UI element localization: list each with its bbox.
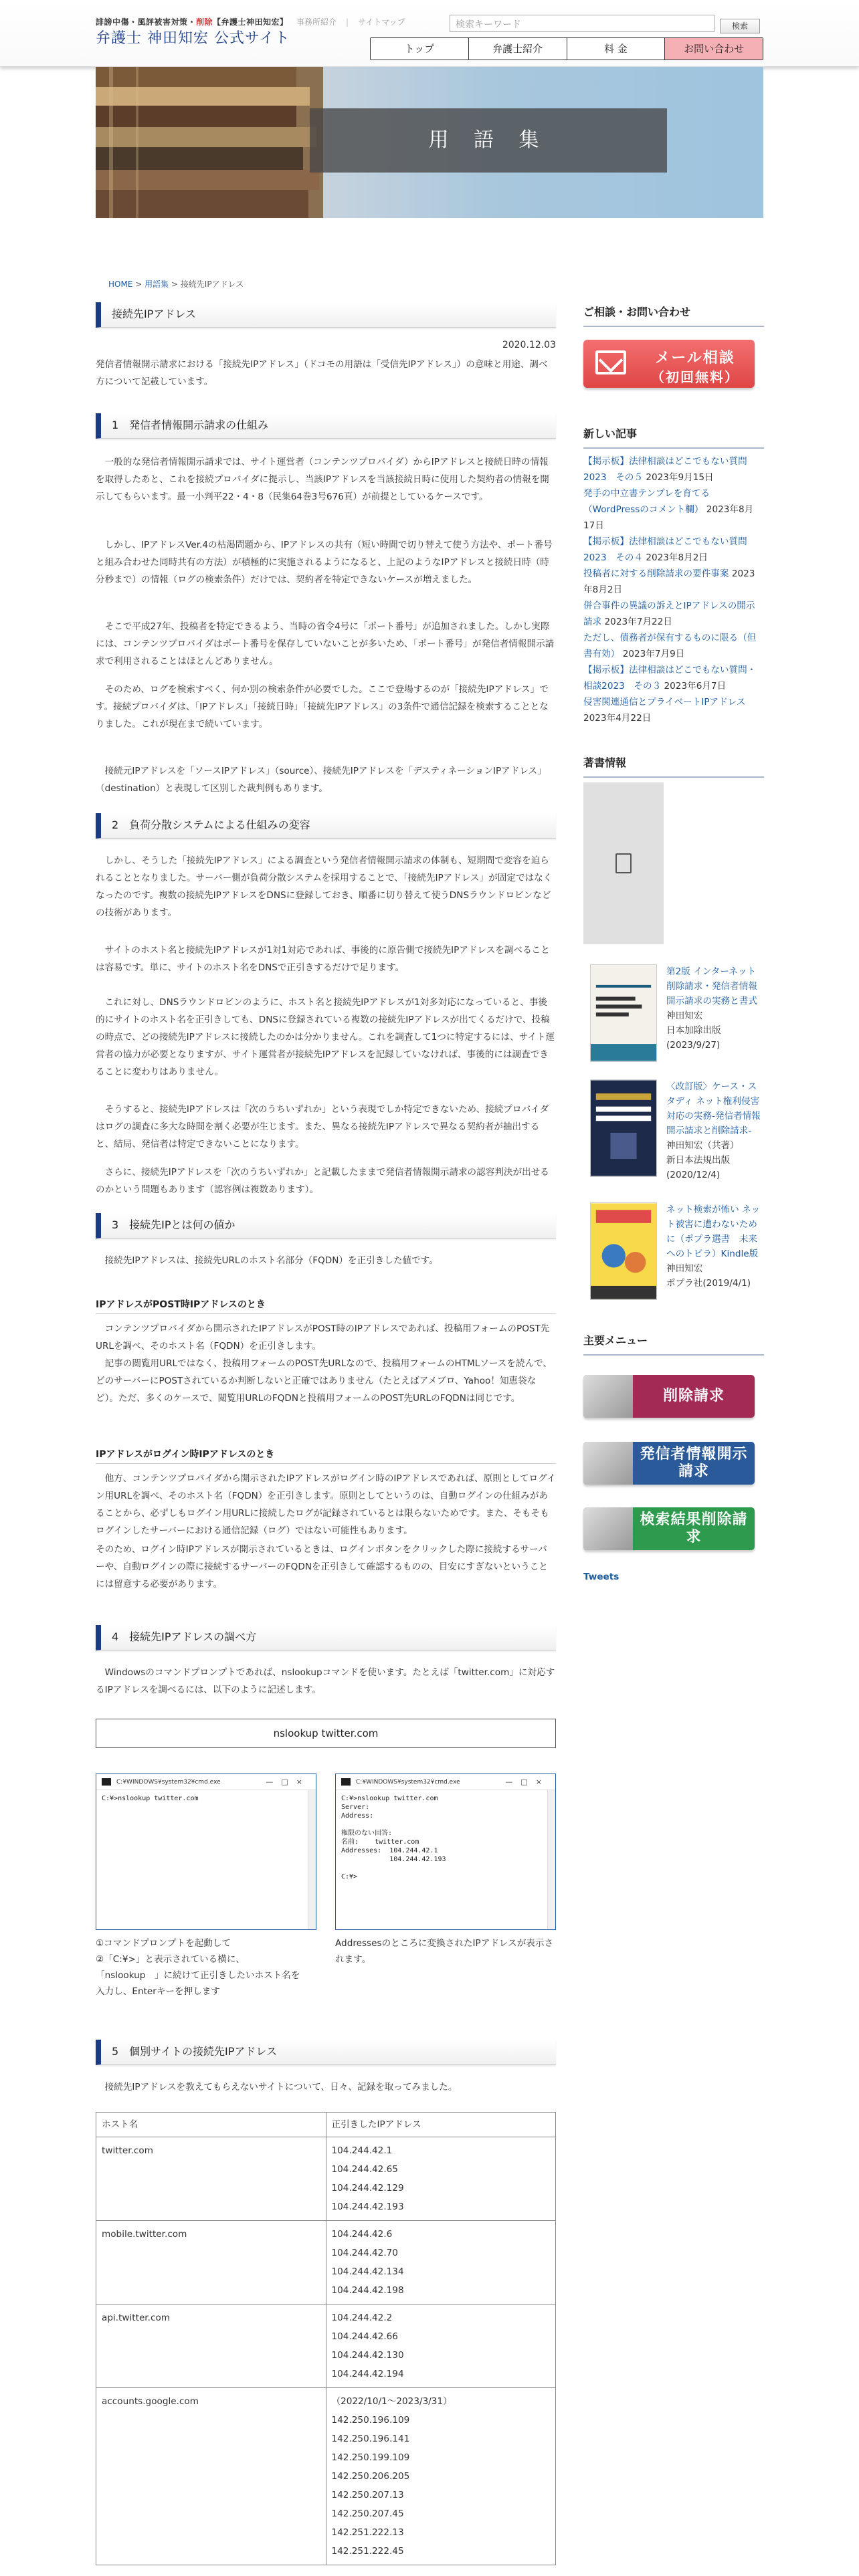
search-input[interactable]: 検索キーワード <box>450 15 714 32</box>
books-photo <box>96 67 323 218</box>
table-header-row <box>96 2113 556 2137</box>
book-cover-3[interactable] <box>590 1202 657 1300</box>
post-date: 2020.12.03 <box>502 340 556 350</box>
section-1-p1: 一般的な発信者情報開示請求では、サイト運営者（コンテンツプロバイダ）からIPアドレスと接続日時の情報を取得したあと、これを接続プロバイダに提示し、当該IPアドレスを当該接続日時に使用した契約者の情報を開示してもらいます。最一小判平22・4・8（民集64巻3号676頁）が前提としているケースです。 <box>96 457 549 502</box>
table-row <box>96 2388 556 2565</box>
section-4-p1: Windowsのコマンドプロンプトであれば、nslookupコマンドを使います。たとえば「twitter.com」に対応するIPアドレスを調べるには、以下のように記述します。 <box>96 1667 555 1695</box>
ip-table <box>96 2112 556 2565</box>
ip-cell: 104.244.42.2 104.244.42.66 104.244.42.130 104.244.42.194 <box>326 2304 556 2388</box>
menu-search-deletion-button[interactable]: 検索結果削除請求 <box>583 1507 755 1550</box>
section-2-p5: さらに、接続先IPアドレスを「次のうちいずれか」と記載したままで発信者情報開示請求の認容判決が出せるのかという問題もあります（認容例は複数あります）。 <box>96 1167 549 1195</box>
caption-1: ①コマンドプロンプトを起動して ②「C:¥>」と表示されている横に、 「nslookup 」に続けて正引きしたいホスト名を 入力し、Enterキーを押します <box>96 1938 300 1997</box>
mail-consult-button[interactable]: メール相談 （初回無料） <box>583 340 755 388</box>
document-icon <box>615 853 632 873</box>
book-title[interactable]: ネット検索が怖い ネット被害に遭わないために（ポプラ選書 未来へのトビラ）Kindle版 <box>666 1204 761 1259</box>
column-header-host: ホスト名 <box>96 2113 326 2137</box>
site-logo[interactable]: 弁護士 神田知宏 公式サイト <box>96 30 290 47</box>
contact-heading: ご相談・お問い合わせ <box>583 304 764 327</box>
book-cover-1[interactable] <box>590 964 657 1062</box>
book-title[interactable]: 第2版 インターネット削除請求・発信者情報開示請求の実務と書式 <box>666 966 757 1006</box>
column-header-ip: 正引きしたIPアドレス <box>326 2113 556 2137</box>
menu-photo <box>583 1442 633 1485</box>
section-4-heading: 4 接続先IPアドレスの調べ方 <box>96 1625 556 1650</box>
section-3-p2: コンテンツプロバイダから開示されたIPアドレスがPOST時のIPアドレスであれば、投稿用フォームのPOST先URLを調べ、そのホスト名（FQDN）を正引きします。 <box>96 1323 550 1352</box>
list-item[interactable]: 侵害関連通信とプライベートIPアドレス 2023年4月22日 <box>583 697 746 724</box>
window-controls-icon: —□× <box>266 1778 310 1786</box>
site-tagline: 誹謗中傷・風評被害対策・削除【弁護士神田知宏】 <box>96 17 288 27</box>
table-row <box>96 2304 556 2388</box>
breadcrumb-current: 接続先IPアドレス <box>180 280 244 289</box>
section-3-heading: 3 接続先IPとは何の値か <box>96 1213 556 1239</box>
sitemap-link[interactable]: サイトマップ <box>358 17 405 27</box>
breadcrumb: HOME > 用語集 > 接続先IPアドレス <box>108 280 244 289</box>
list-item[interactable]: 【掲示板】法律相談はどこでもない質問・相談2023 その３ 2023年6月7日 <box>583 665 757 691</box>
search-button[interactable]: 検索 <box>720 19 760 33</box>
list-item[interactable]: 【掲示板】法律相談はどこでもない質問2023 その５ 2023年9月15日 <box>583 456 747 483</box>
menu-deletion-button[interactable]: 削除請求 <box>583 1375 755 1418</box>
site-header <box>0 0 859 67</box>
cmd-window-2: C:¥WINDOWS¥system32¥cmd.exe —□× C:¥>nslookup twitter.com Server: Address: 権限のない回答: 名前: twitter.com Addresses: 104.244.42.1 104.244.42.193 C:¥> <box>335 1774 556 1930</box>
book-cover-2[interactable] <box>590 1079 657 1177</box>
cmd-window-2-body: C:¥>nslookup twitter.com Server: Address: 権限のない回答: 名前: twitter.com Addresses: 104.244.42.1 104.244.42.193 C:¥> <box>341 1795 446 1881</box>
section-3-p4: 他方、コンテンツプロバイダから開示されたIPアドレスがログイン時のIPアドレスであれば、原則としてログイン用URLを調べ、そのホスト名（FQDN）を正引きします。原則としてというのは、自動ログインの仕組みがあることから、必ずしもログイン用URLに接続したログが記録されているとは限らないためです。また、そもそもログインしたサーバーにおける通信記録（ログ）ではない可能性もあります。 <box>96 1473 556 1536</box>
book-title[interactable]: 〈改訂版〉ケース・スタディ ネット権利侵害対応の実務-発信者情報開示請求と削除請求- <box>666 1081 761 1136</box>
table-row <box>96 2137 556 2221</box>
section-2-p4: そうすると、接続先IPアドレスは「次のうちいずれか」という表現でしか特定できないため、接続プロバイダはログの調査に多大な時間を割く必要が生じます。また、異なる接続先IPアドレスで異なる契約者が抽出すると、結局、発信者は特定できないことになります。 <box>96 1104 549 1150</box>
news-heading: 新しい記事 <box>583 425 764 449</box>
cmd-window-1-body: C:¥>nslookup twitter.com <box>102 1795 199 1802</box>
section-3-p1: 接続先IPアドレスは、接続先URLのホスト名部分（FQDN）を正引きした値です。 <box>104 1255 438 1266</box>
scrollbar[interactable] <box>308 1790 316 1929</box>
breadcrumb-home[interactable]: HOME <box>108 280 133 289</box>
tweets-link[interactable]: Tweets <box>583 1572 619 1582</box>
hero-banner <box>96 67 763 218</box>
section-1-heading: 1 発信者情報開示請求の仕組み <box>96 413 556 439</box>
nav-fees[interactable]: 料 金 <box>567 38 665 60</box>
list-item[interactable]: 【掲示板】法律相談はどこでもない質問2023 その４ 2023年8月2日 <box>583 536 747 563</box>
list-item[interactable]: ただし、債務者が保有するものに限る（但書有効） 2023年7月9日 <box>583 633 757 659</box>
breadcrumb-glossary[interactable]: 用語集 <box>145 280 169 289</box>
menu-heading: 主要メニュー <box>583 1332 764 1356</box>
books-heading: 著書情報 <box>583 754 764 778</box>
host-cell: mobile.twitter.com <box>96 2221 326 2304</box>
scrollbar[interactable] <box>547 1790 555 1929</box>
menu-photo <box>583 1507 633 1550</box>
table-row <box>96 2221 556 2304</box>
subheading-post-ip: IPアドレスがPOST時IPアドレスのとき <box>96 1297 556 1314</box>
host-cell: accounts.google.com <box>96 2388 326 2565</box>
ip-cell: 104.244.42.6 104.244.42.70 104.244.42.134 104.244.42.198 <box>326 2221 556 2304</box>
host-cell: twitter.com <box>96 2137 326 2221</box>
list-item[interactable]: 発手の中立書テンプレを育てる（WordPressのコメント欄） 2023年8月17日 <box>583 488 754 531</box>
command-example: nslookup twitter.com <box>96 1719 556 1748</box>
global-nav <box>370 37 763 60</box>
section-2-heading: 2 負荷分散システムによる仕組みの変容 <box>96 813 556 839</box>
ip-cell: （2022/10/1〜2023/3/31） 142.250.196.109 142.250.196.141 142.250.199.109 142.250.206.205 142.250.207.13 142.250.207.45 142.251.222.13 142.251.222.45 <box>326 2388 556 2565</box>
cmd-window-1: C:¥WINDOWS¥system32¥cmd.exe —□× C:¥>nslookup twitter.com <box>96 1774 316 1930</box>
hero-title: 用 語 集 <box>310 108 667 173</box>
section-2-p2: サイトのホスト名と接続先IPアドレスが1対1対応であれば、事後的に原告側で接続先IPアドレスを調べることは容易です。単に、サイトのホスト名をDNSで正引きするだけで足ります。 <box>96 945 550 973</box>
menu-disclosure-button[interactable]: 発信者情報開示請求 <box>583 1442 755 1485</box>
section-3-p3: 記事の閲覧用URLではなく、投稿用フォームのPOST先URLなので、投稿用フォームのHTMLソースを読んで、どのサーバーにPOSTされているか判断しないと正確ではありません（たとえばアメブロ、Yahoo！知恵袋など）。ただ、多くのケースで、閲覧用URLのFQDNと投稿用フォームのPOST先URLのFQDNは同じです。 <box>96 1358 553 1404</box>
list-item[interactable]: 併合事件の異議の訴えとIPアドレスの開示請求 2023年7月22日 <box>583 601 755 627</box>
nav-lawyer[interactable]: 弁護士紹介 <box>468 38 567 60</box>
section-1-p4: そのため、ログを検索すべく、何か別の検索条件が必要でした。ここで登場するのが「接続先IPアドレス」です。接続プロバイダは、「IPアドレス」「接続日時」「接続先IPアドレス」の3条件で通信記録を検索することとなりました。これが現在まで続いています。 <box>96 684 549 730</box>
section-5-p1: 接続先IPアドレスを教えてもらえないサイトについて、日々、記録を取ってみました。 <box>104 2082 458 2092</box>
section-1-p3: そこで平成27年、投稿者を特定できるよう、当時の省令4号に「ポート番号」が追加されました。しかし実際には、コンテンツプロバイダはポート番号を保存していないことが多いため、「ポート番号」が発信者情報開示請求で利用されることはほとんどありません。 <box>96 621 555 667</box>
subheading-login-ip: IPアドレスがログイン時IPアドレスのとき <box>96 1447 556 1464</box>
section-2-p1: しかし、そうした「接続先IPアドレス」による調査という発信者情報開示請求の体制も、短期間で変容を迫られることとなりました。サーバー側が負荷分散システムを採用することで、「接続先IPアドレス」が固定ではなくなったのです。複数の接続先IPアドレスをDNSに登録しておき、順番に切り替えて使うDNSラウンドロビンなどの技術があります。 <box>96 855 553 918</box>
list-item[interactable]: 投稿者に対する削除請求の要件事案 2023年8月2日 <box>583 568 755 595</box>
nav-top[interactable]: トップ <box>371 38 468 60</box>
section-1-p5: 接続元IPアドレスを「ソースIPアドレス」（source）、接続先IPアドレスを「デスティネーションIPアドレス」（destination）と表現して区別した裁判例もあります。 <box>96 766 547 794</box>
section-3-p5: そのため、ログイン時IPアドレスが開示されているときは、ログインボタンをクリックした際に接続するサーバーや、自動ログインの際に接続するサーバーのFQDNを正引きして確認するものの、目安にすぎないということには留意する必要があります。 <box>96 1544 548 1590</box>
utility-links: 事務所紹介 | サイトマップ <box>296 17 405 27</box>
section-2-p3: これに対し、DNSラウンドロビンのように、ホスト名と接続先IPアドレスが1対多対応になっていると、事後的にサイトのホスト名を正引きしても、DNSに登録されている複数の接続先IPアドレスが出てくるだけで、投稿の時点で、どの接続先IPアドレスに接続したのかは分かりません。これを調査して1つに特定するには、サイト運営者の協力が必要となりますが、サイト運営者が接続先IPアドレスを記録していなければ、事後的には調査できることに変わりはありません。 <box>96 997 555 1077</box>
nav-contact[interactable]: お問い合わせ <box>664 38 763 60</box>
page-title: 接続先IPアドレス <box>96 302 556 328</box>
section-5-heading: 5 個別サイトの接続先IPアドレス <box>96 2040 556 2065</box>
ip-cell: 104.244.42.1 104.244.42.65 104.244.42.129 104.244.42.193 <box>326 2137 556 2221</box>
menu-photo <box>583 1375 633 1418</box>
section-1-p2: しかし、IPアドレスVer.4の枯渇問題から、IPアドレスの共有（短い時間で切り替えて使う方法や、ポート番号と組み合わせた同時共有の方法）が積極的に実施されるようになると、上記のようなIPアドレスと接続日時（時分秒まで）の情報（ログの検索条件）だけでは、契約者を特定できないケースが増えました。 <box>96 540 553 585</box>
envelope-icon <box>595 350 626 374</box>
office-link[interactable]: 事務所紹介 <box>296 17 337 27</box>
intro-text: 発信者情報開示請求における「接続先IPアドレス」（ドコモの用語は「受信先IPアドレス」）の意味と用途、調べ方について記載しています。 <box>96 359 548 387</box>
host-cell: api.twitter.com <box>96 2304 326 2388</box>
window-controls-icon: —□× <box>505 1778 550 1786</box>
book-widget-placeholder <box>583 782 664 944</box>
news-list <box>583 453 764 726</box>
caption-2: Addressesのところに変換されたIPアドレスが表示されます。 <box>335 1938 554 1965</box>
